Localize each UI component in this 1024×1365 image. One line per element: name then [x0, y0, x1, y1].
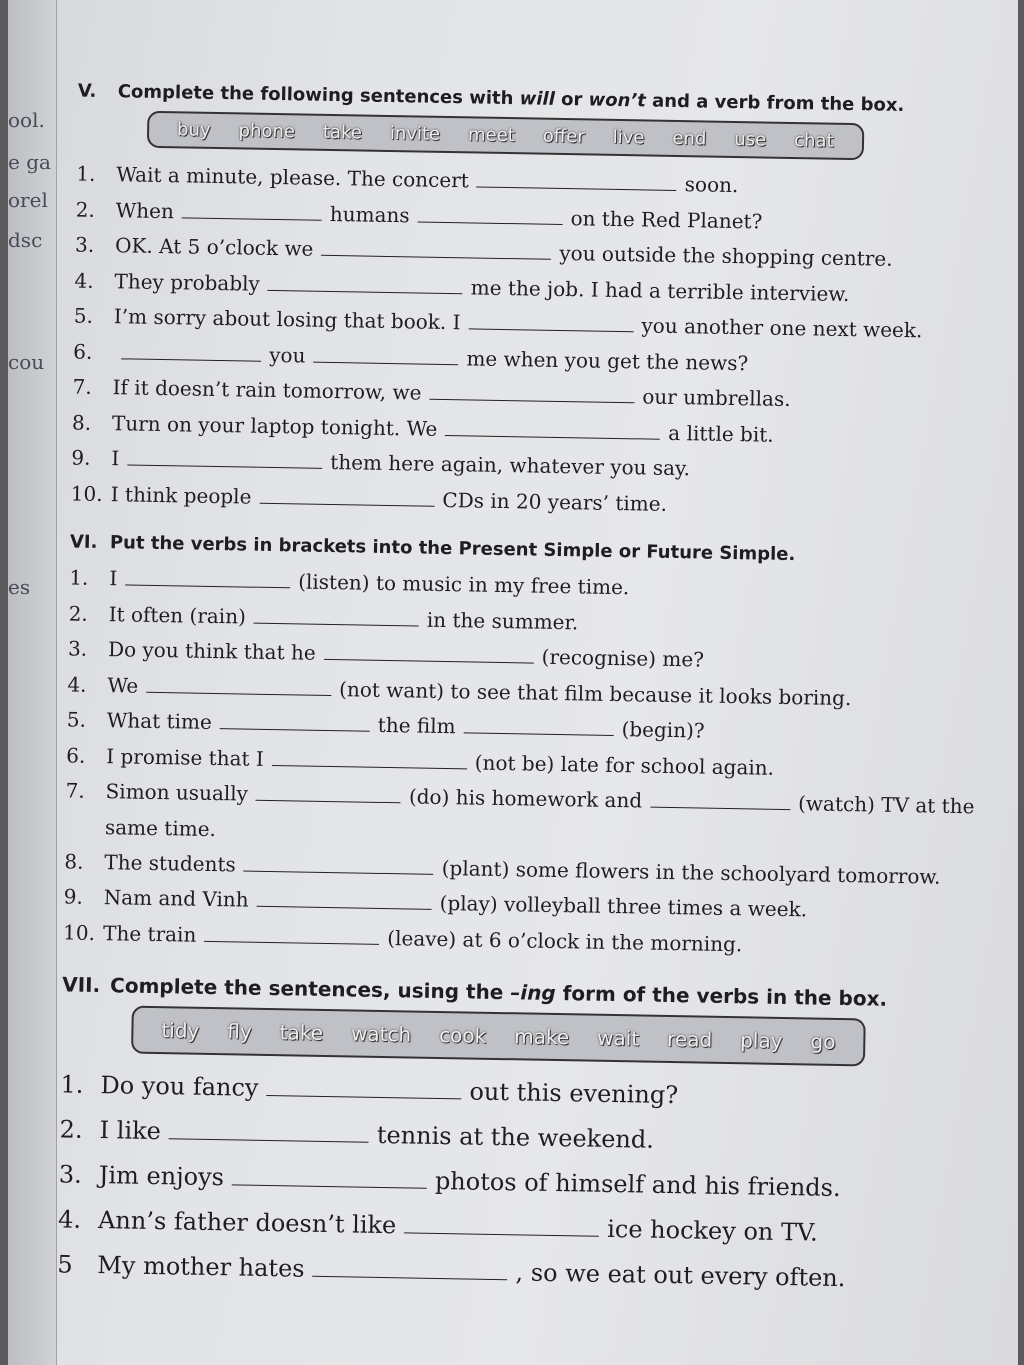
answer-blank[interactable] — [650, 789, 790, 810]
section-v-list — [70, 157, 1006, 528]
box-word: play — [739, 1028, 783, 1053]
box-word: read — [666, 1026, 713, 1052]
answer-blank[interactable] — [125, 566, 290, 588]
margin-fragment: e ga — [8, 150, 51, 174]
section-vii — [57, 972, 992, 1303]
answer-blank[interactable] — [266, 1077, 461, 1099]
answer-blank[interactable] — [324, 641, 534, 664]
answer-blank[interactable] — [312, 1258, 507, 1280]
answer-blank[interactable] — [463, 714, 613, 736]
margin-fragment: dsc — [8, 228, 43, 252]
exercise-item: 4. Ann’s father doesn’t like ice hockey on TV. — [57, 1205, 819, 1247]
answer-blank[interactable] — [127, 446, 322, 468]
answer-blank[interactable] — [477, 169, 677, 191]
exercise-item: 2. When humans on the Red Planet? — [75, 197, 763, 233]
exercise-item: 9. I them here again, whatever you say. — [71, 445, 691, 481]
answer-blank[interactable] — [146, 673, 331, 695]
answer-blank[interactable] — [256, 782, 401, 804]
box-word: use — [734, 128, 767, 151]
margin-fragment: orel — [8, 188, 48, 212]
exercise-item: 8. Turn on your laptop tonight. We a little bit. — [71, 409, 774, 447]
margin-fragment: es — [8, 575, 31, 599]
exercise-item: 4. We (not want) to see that film because it looks boring. — [67, 671, 852, 710]
exercise-item: 3. Jim enjoys photos of himself and his friends. — [58, 1160, 841, 1202]
exercise-item: 3. OK. At 5 o’clock we you outside the shopping centre. — [74, 232, 893, 271]
box-word: take — [279, 1020, 324, 1045]
exercise-item: 4. They probably me the job. I had a terrible interview. — [74, 267, 850, 306]
section-vi-heading: VI. Put the verbs in brackets into the Present Simple or Future Simple. — [69, 531, 796, 566]
exercise-item: 5 My mother hates , so we eat out every often. — [57, 1250, 846, 1293]
box-word: meet — [467, 124, 516, 147]
answer-blank[interactable] — [259, 484, 434, 506]
margin-fragment: cou — [8, 350, 45, 374]
box-word: invite — [389, 122, 441, 145]
section-v — [70, 81, 1007, 528]
answer-blank[interactable] — [182, 199, 322, 220]
workbook-page — [8, 0, 1018, 1365]
box-word: end — [672, 127, 707, 150]
exercise-item: 8. The students (plant) some flowers in the schoolyard tomorrow. — [64, 848, 941, 889]
exercise-item: 7. Simon usually (do) his homework and (watch) TV at the — [65, 778, 975, 819]
answer-blank[interactable] — [268, 271, 463, 293]
exercise-item: 1. I (listen) to music in my free time. — [69, 565, 630, 600]
box-word: make — [514, 1024, 570, 1050]
answer-blank[interactable] — [468, 310, 633, 332]
box-word: offer — [542, 125, 585, 148]
box-word: go — [810, 1029, 836, 1054]
verb-box — [131, 1006, 866, 1067]
verb-box — [147, 111, 864, 161]
margin-fragment: ool. — [8, 108, 45, 132]
exercise-item: 6. you me when you get the news? — [73, 338, 749, 375]
box-word: buy — [176, 119, 211, 141]
answer-blank[interactable] — [257, 888, 432, 910]
section-vi-list — [63, 560, 1000, 966]
box-word: cook — [438, 1022, 487, 1048]
section-vi — [63, 531, 1000, 966]
box-word: wait — [596, 1025, 640, 1051]
exercise-item: 3. Do you think that he (recognise) me? — [67, 636, 705, 672]
exercise-item: 1. Wait a minute, please. The concert soon. — [76, 161, 739, 198]
box-word: watch — [350, 1021, 412, 1047]
box-word: tidy — [161, 1018, 200, 1043]
box-word: live — [612, 126, 645, 149]
exercise-item-continuation: same time. — [104, 814, 217, 841]
exercise-item: 5. I’m sorry about losing that book. I you another one next week. — [73, 303, 923, 343]
exercise-item: 9. Nam and Vinh (play) volleyball three times a week. — [63, 884, 808, 922]
answer-blank[interactable] — [418, 203, 563, 225]
answer-blank[interactable] — [169, 1120, 369, 1142]
section-vii-list — [57, 1062, 991, 1303]
exercise-item: 10. The train (leave) at 6 o’clock in the morning. — [62, 919, 743, 956]
box-word: chat — [794, 130, 834, 152]
answer-blank[interactable] — [429, 381, 634, 404]
answer-blank[interactable] — [220, 710, 370, 732]
section-v-heading: V. Complete the following sentences with will or won’t and a verb from the box. — [77, 80, 905, 116]
exercise-item: 7. If it doesn’t rain tomorrow, we our umbrellas. — [72, 374, 791, 412]
answer-blank[interactable] — [204, 922, 379, 944]
box-word: fly — [227, 1019, 253, 1044]
answer-blank[interactable] — [244, 852, 434, 874]
box-word: phone — [238, 120, 296, 143]
answer-blank[interactable] — [254, 604, 419, 626]
answer-blank[interactable] — [232, 1166, 427, 1188]
exercise-item: 10. I think people CDs in 20 years’ time. — [70, 480, 668, 516]
answer-blank[interactable] — [404, 1214, 599, 1236]
section-vii-heading: VII. Complete the sentences, using the –ing form of the verbs in the box. — [62, 972, 888, 1011]
answer-blank[interactable] — [121, 340, 261, 361]
exercise-item: 2. It often (rain) in the summer. — [68, 600, 579, 634]
exercise-item: 2. I like tennis at the weekend. — [59, 1115, 655, 1154]
answer-blank[interactable] — [445, 416, 660, 439]
exercise-item: 1. Do you fancy out this evening? — [60, 1070, 679, 1110]
exercise-item: 6. I promise that I (not be) late for school again. — [66, 742, 775, 780]
answer-blank[interactable] — [313, 343, 458, 365]
answer-blank[interactable] — [272, 747, 467, 769]
exercise-content — [25, 80, 1007, 1365]
exercise-item: 5. What time the film (begin)? — [66, 707, 705, 743]
box-word: take — [322, 121, 363, 144]
answer-blank[interactable] — [321, 237, 551, 260]
